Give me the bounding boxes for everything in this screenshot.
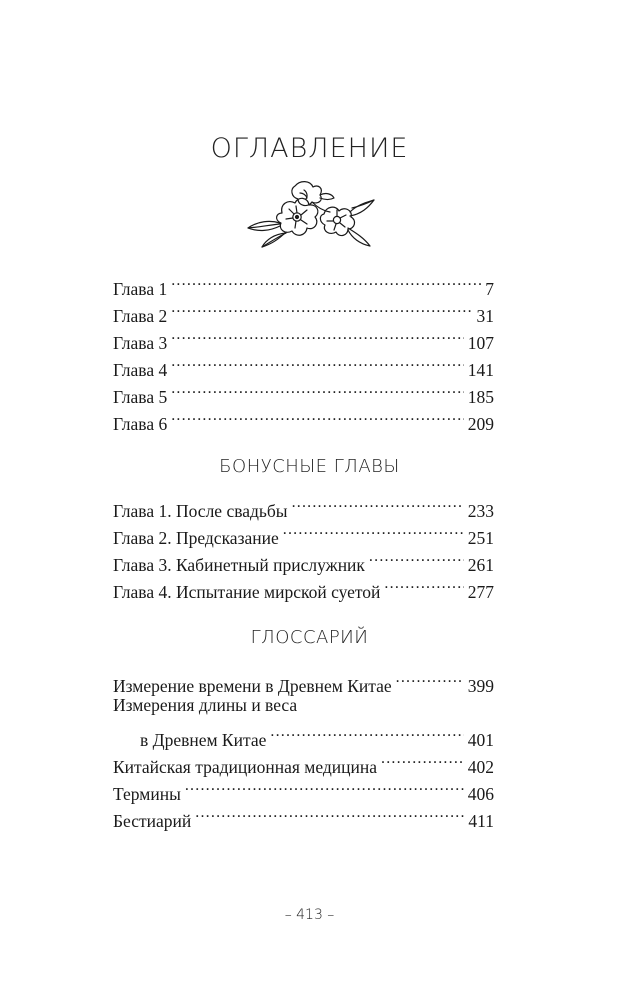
toc-entry[interactable] <box>113 268 494 299</box>
toc-entry[interactable] <box>113 295 494 326</box>
toc-entry[interactable] <box>113 376 494 407</box>
leader-dots <box>171 268 481 295</box>
toc-entry-page: 233 <box>467 501 494 521</box>
leader-dots <box>185 773 464 800</box>
toc-entry-page: 401 <box>467 730 494 750</box>
toc-entry-page: 251 <box>467 528 494 548</box>
leader-dots <box>171 376 464 403</box>
leader-dots <box>283 517 464 544</box>
toc-entry-page: 7 <box>485 279 494 299</box>
leader-dots <box>195 800 464 827</box>
toc-entry[interactable] <box>113 692 494 750</box>
toc-entry-label: Измерения длины и веса <box>113 695 298 715</box>
toc-entry[interactable] <box>113 322 494 353</box>
leader-dots <box>270 719 463 746</box>
leader-dots <box>384 571 463 598</box>
toc-entry-page: 209 <box>467 414 494 434</box>
toc-entry-label: Глава 3 <box>113 333 168 353</box>
toc-entry-label: Китайская традиционная медицина <box>113 757 378 777</box>
leader-dots <box>171 295 472 322</box>
toc-entry[interactable] <box>113 403 494 434</box>
toc-entry-page: 31 <box>476 306 494 326</box>
toc-entry[interactable] <box>113 665 494 696</box>
toc-entry-page: 411 <box>468 811 494 831</box>
leader-dots <box>369 544 464 571</box>
toc-entry-page: 185 <box>467 387 494 407</box>
toc-entry-label: Бестиарий <box>113 811 192 831</box>
leader-dots <box>171 322 464 349</box>
leader-dots <box>381 746 464 773</box>
toc-entry-page: 261 <box>467 555 494 575</box>
leader-dots <box>292 490 464 517</box>
toc-entry-label: Глава 4 <box>113 360 168 380</box>
glossary-list <box>113 665 494 831</box>
toc-entry-label: Глава 1. После свадьбы <box>113 501 288 521</box>
toc-entry-continuation <box>113 719 494 750</box>
bonus-list <box>113 490 494 602</box>
leader-dots <box>396 665 464 692</box>
toc-entry-page: 399 <box>467 676 494 696</box>
leader-dots <box>171 349 464 376</box>
toc-entry-page: 402 <box>467 757 494 777</box>
toc-entry-page: 141 <box>467 360 494 380</box>
toc-entry-label-continued: в Древнем Китае <box>140 730 267 750</box>
glossary-section-title: ГЛОССАРИЙ <box>250 627 369 648</box>
toc-entry-label: Глава 2 <box>113 306 168 326</box>
page-number: – 413 – <box>284 907 335 923</box>
page-title: ОГЛАВЛЕНИЕ <box>210 133 409 164</box>
toc-entry-label: Термины <box>113 784 181 804</box>
toc-entry-label: Глава 5 <box>113 387 168 407</box>
toc-entry-page: 277 <box>467 582 494 602</box>
toc-entry-label: Глава 3. Кабинетный прислужник <box>113 555 365 575</box>
toc-entry-label: Измерение времени в Древнем Китае <box>113 676 392 696</box>
toc-entry[interactable] <box>113 349 494 380</box>
leader-dots <box>171 403 464 430</box>
bonus-section-title: БОНУСНЫЕ ГЛАВЫ <box>219 456 400 477</box>
toc-entry-label: Глава 6 <box>113 414 168 434</box>
toc-entry-page: 107 <box>467 333 494 353</box>
toc-entry-label: Глава 4. Испытание мирской суетой <box>113 582 381 602</box>
toc-entry-label: Глава 2. Предсказание <box>113 528 279 548</box>
chapter-list <box>113 268 494 434</box>
flower-ornament-icon <box>240 178 380 250</box>
toc-entry-page: 406 <box>467 784 494 804</box>
toc-entry[interactable] <box>113 490 494 521</box>
toc-entry-label: Глава 1 <box>113 279 168 299</box>
